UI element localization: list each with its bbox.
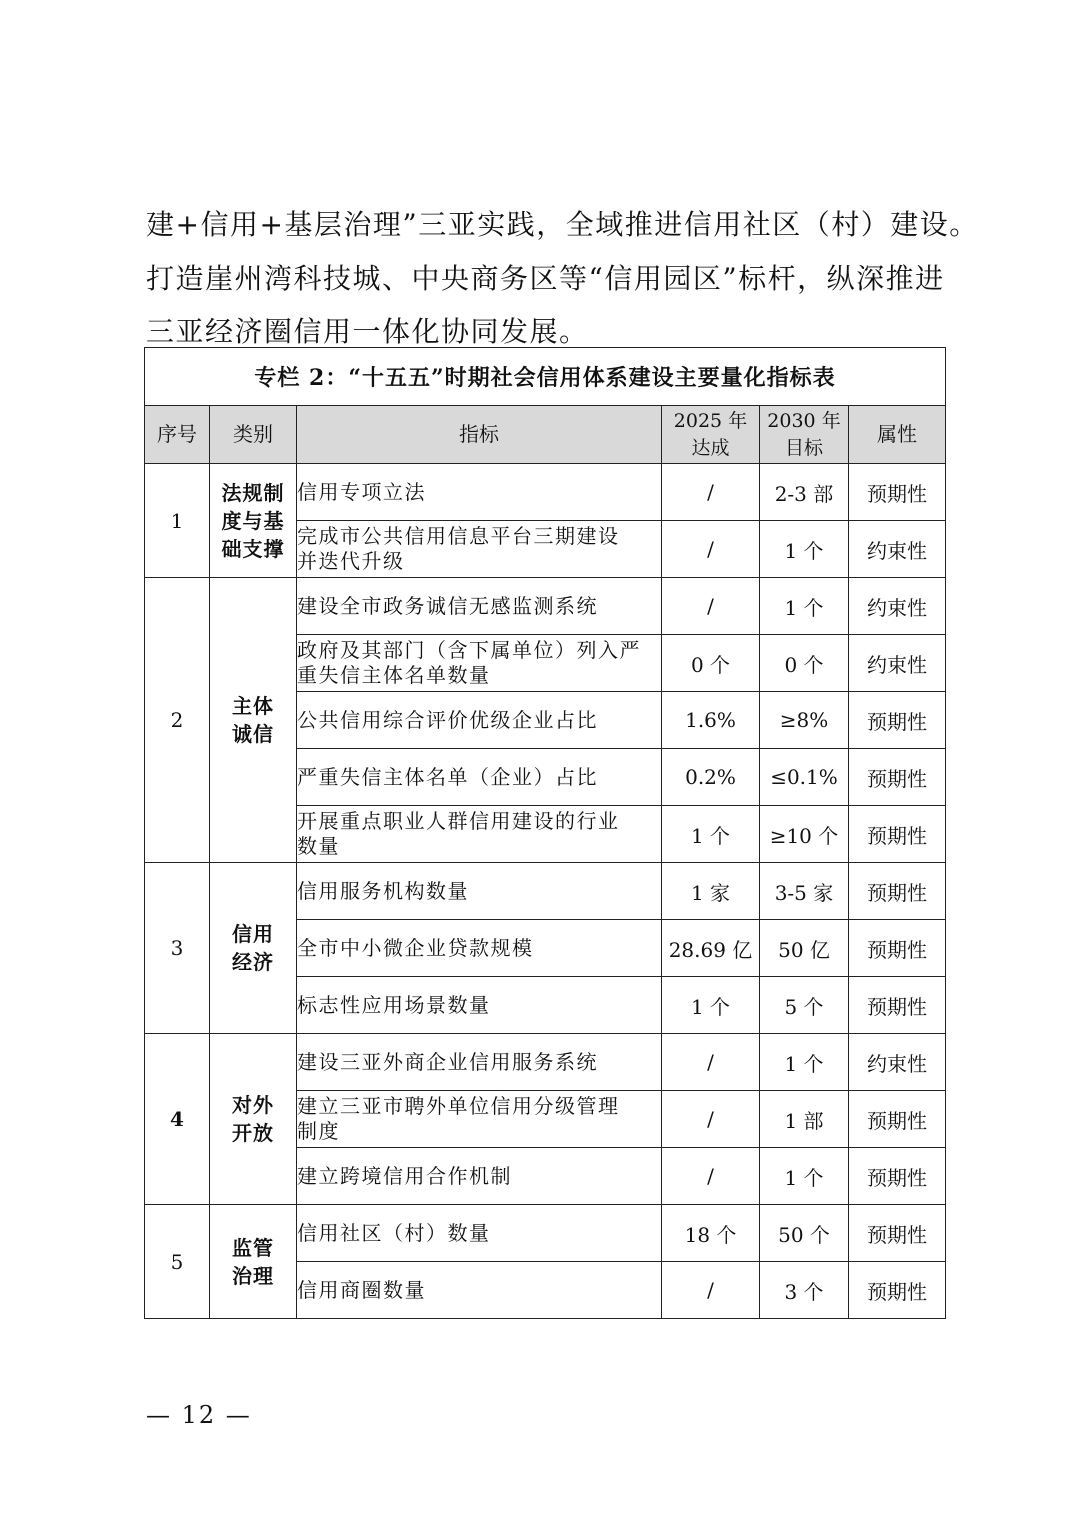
attribute-cell: 预期性 bbox=[849, 1205, 946, 1262]
category-line: 主体 bbox=[232, 694, 274, 718]
table-row bbox=[145, 863, 946, 920]
value-2030-cell: ≥8% bbox=[760, 692, 849, 749]
value-2025-cell: / bbox=[662, 464, 760, 521]
indicator-line: 建设三亚外商企业信用服务系统 bbox=[297, 1049, 598, 1074]
value-2025-cell: / bbox=[662, 578, 760, 635]
attribute-cell: 预期性 bbox=[849, 863, 946, 920]
attribute-cell: 预期性 bbox=[849, 692, 946, 749]
indicator-cell bbox=[297, 521, 662, 578]
category-line: 诚信 bbox=[232, 722, 274, 746]
header-attribute: 属性 bbox=[849, 406, 946, 464]
header-2030-line-1: 2030 年 bbox=[767, 409, 841, 432]
indicator-line: 信用专项立法 bbox=[297, 479, 426, 504]
value-2025-cell: 1 个 bbox=[662, 977, 760, 1034]
attribute-cell: 预期性 bbox=[849, 977, 946, 1034]
value-2025-cell: / bbox=[662, 1262, 760, 1319]
value-2025-cell: 1.6% bbox=[662, 692, 760, 749]
header-2030-line-2: 目标 bbox=[784, 436, 823, 459]
indicator-line: 建立三亚市聘外单位信用分级管理 bbox=[297, 1094, 620, 1118]
attribute-cell: 预期性 bbox=[849, 749, 946, 806]
value-2030-cell: 3-5 家 bbox=[760, 863, 849, 920]
indicator-cell bbox=[297, 464, 662, 521]
attribute-cell: 约束性 bbox=[849, 635, 946, 692]
value-2030-cell: 0 个 bbox=[760, 635, 849, 692]
value-2025-cell: / bbox=[662, 1148, 760, 1205]
category-line: 经济 bbox=[232, 950, 274, 974]
value-2025-cell: 0.2% bbox=[662, 749, 760, 806]
category-line: 法规制 bbox=[221, 480, 285, 505]
indicator-cell bbox=[297, 1205, 662, 1262]
header-seq: 序号 bbox=[145, 406, 210, 464]
header-2025-line-2: 达成 bbox=[691, 436, 730, 459]
value-2025-cell: / bbox=[662, 1034, 760, 1091]
group-category bbox=[210, 464, 297, 578]
indicator-line: 严重失信主体名单（企业）占比 bbox=[297, 764, 598, 789]
value-2030-cell: 1 个 bbox=[760, 578, 849, 635]
indicator-line: 制度 bbox=[297, 1119, 340, 1143]
category-line: 对外 bbox=[232, 1093, 274, 1117]
body-paragraph-line-2: 打造崖州湾科技城、中央商务区等“信用园区”标杆，纵深推进 bbox=[146, 262, 945, 295]
indicator-cell bbox=[297, 806, 662, 863]
header-2025 bbox=[662, 406, 760, 464]
indicator-cell bbox=[297, 692, 662, 749]
attribute-cell: 约束性 bbox=[849, 1034, 946, 1091]
indicator-line: 政府及其部门（含下属单位）列入严 bbox=[297, 638, 641, 662]
value-2025-cell: 18 个 bbox=[662, 1205, 760, 1262]
body-paragraph-line-3: 三亚经济圈信用一体化协同发展。 bbox=[146, 315, 589, 348]
header-indicator: 指标 bbox=[297, 406, 662, 464]
group-seq: 1 bbox=[145, 464, 210, 578]
indicator-line: 信用社区（村）数量 bbox=[297, 1220, 491, 1245]
value-2025-cell: 28.69 亿 bbox=[662, 920, 760, 977]
value-2030-cell: 3 个 bbox=[760, 1262, 849, 1319]
attribute-cell: 预期性 bbox=[849, 1148, 946, 1205]
table-body bbox=[145, 464, 946, 1319]
indicator-line: 信用服务机构数量 bbox=[297, 878, 469, 903]
category-line: 治理 bbox=[232, 1263, 274, 1288]
group-seq: 5 bbox=[145, 1205, 210, 1319]
indicator-cell bbox=[297, 1148, 662, 1205]
indicator-cell bbox=[297, 1262, 662, 1319]
indicator-cell bbox=[297, 863, 662, 920]
indicator-cell bbox=[297, 578, 662, 635]
attribute-cell: 预期性 bbox=[849, 1091, 946, 1148]
header-2030 bbox=[760, 406, 849, 464]
category-line: 度与基 bbox=[221, 508, 285, 533]
indicator-line: 数量 bbox=[297, 834, 340, 858]
category-line: 开放 bbox=[232, 1121, 274, 1145]
value-2025-cell: / bbox=[662, 1091, 760, 1148]
category-line: 础支撑 bbox=[221, 536, 285, 561]
group-category bbox=[210, 1034, 297, 1205]
body-paragraph-line-1: 建+信用+基层治理”三亚实践，全域推进信用社区（村）建设。 bbox=[146, 208, 979, 241]
attribute-cell: 预期性 bbox=[849, 806, 946, 863]
page-number: — 12 — bbox=[146, 1401, 252, 1429]
value-2030-cell: 1 个 bbox=[760, 1148, 849, 1205]
indicator-cell bbox=[297, 635, 662, 692]
attribute-cell: 预期性 bbox=[849, 920, 946, 977]
indicator-cell bbox=[297, 977, 662, 1034]
group-category bbox=[210, 578, 297, 863]
value-2030-cell: 1 部 bbox=[760, 1091, 849, 1148]
table-row bbox=[145, 578, 946, 635]
header-2025-line-1: 2025 年 bbox=[673, 409, 748, 432]
value-2030-cell: 1 个 bbox=[760, 521, 849, 578]
indicator-line: 建立跨境信用合作机制 bbox=[297, 1163, 512, 1188]
attribute-cell: 预期性 bbox=[849, 1262, 946, 1319]
table-row bbox=[145, 1034, 946, 1091]
indicator-cell bbox=[297, 1091, 662, 1148]
attribute-cell: 预期性 bbox=[849, 464, 946, 521]
value-2030-cell: 5 个 bbox=[760, 977, 849, 1034]
category-line: 信用 bbox=[232, 922, 274, 946]
value-2025-cell: 1 家 bbox=[662, 863, 760, 920]
table-title: 专栏 2：“十五五”时期社会信用体系建设主要量化指标表 bbox=[145, 348, 946, 406]
attribute-cell: 约束性 bbox=[849, 578, 946, 635]
group-seq: 2 bbox=[145, 578, 210, 863]
indicator-line: 公共信用综合评价优级企业占比 bbox=[297, 707, 598, 732]
group-seq: 4 bbox=[145, 1034, 210, 1205]
indicator-line: 信用商圈数量 bbox=[297, 1277, 426, 1302]
header-category: 类别 bbox=[210, 406, 297, 464]
value-2030-cell: 50 亿 bbox=[760, 920, 849, 977]
indicator-cell bbox=[297, 920, 662, 977]
indicator-line: 标志性应用场景数量 bbox=[297, 992, 491, 1017]
value-2030-cell: 2-3 部 bbox=[760, 464, 849, 521]
table-header-row bbox=[145, 406, 946, 464]
indicator-line: 全市中小微企业贷款规模 bbox=[297, 935, 534, 960]
group-category bbox=[210, 863, 297, 1034]
value-2025-cell: / bbox=[662, 521, 760, 578]
category-line: 监管 bbox=[232, 1235, 274, 1260]
value-2030-cell: 1 个 bbox=[760, 1034, 849, 1091]
indicator-line: 建设全市政务诚信无感监测系统 bbox=[297, 593, 598, 618]
indicator-cell bbox=[297, 1034, 662, 1091]
indicator-cell bbox=[297, 749, 662, 806]
table-row bbox=[145, 464, 946, 521]
indicator-line: 并迭代升级 bbox=[297, 549, 405, 573]
indicator-line: 重失信主体名单数量 bbox=[297, 663, 491, 687]
value-2025-cell: 1 个 bbox=[662, 806, 760, 863]
value-2030-cell: ≥10 个 bbox=[760, 806, 849, 863]
value-2025-cell: 0 个 bbox=[662, 635, 760, 692]
indicator-line: 完成市公共信用信息平台三期建设 bbox=[297, 524, 620, 548]
group-category bbox=[210, 1205, 297, 1319]
attribute-cell: 约束性 bbox=[849, 521, 946, 578]
group-seq: 3 bbox=[145, 863, 210, 1034]
indicator-line: 开展重点职业人群信用建设的行业 bbox=[297, 809, 620, 833]
indicator-table bbox=[144, 347, 946, 1319]
value-2030-cell: 50 个 bbox=[760, 1205, 849, 1262]
value-2030-cell: ≤0.1% bbox=[760, 749, 849, 806]
table-row bbox=[145, 1205, 946, 1262]
